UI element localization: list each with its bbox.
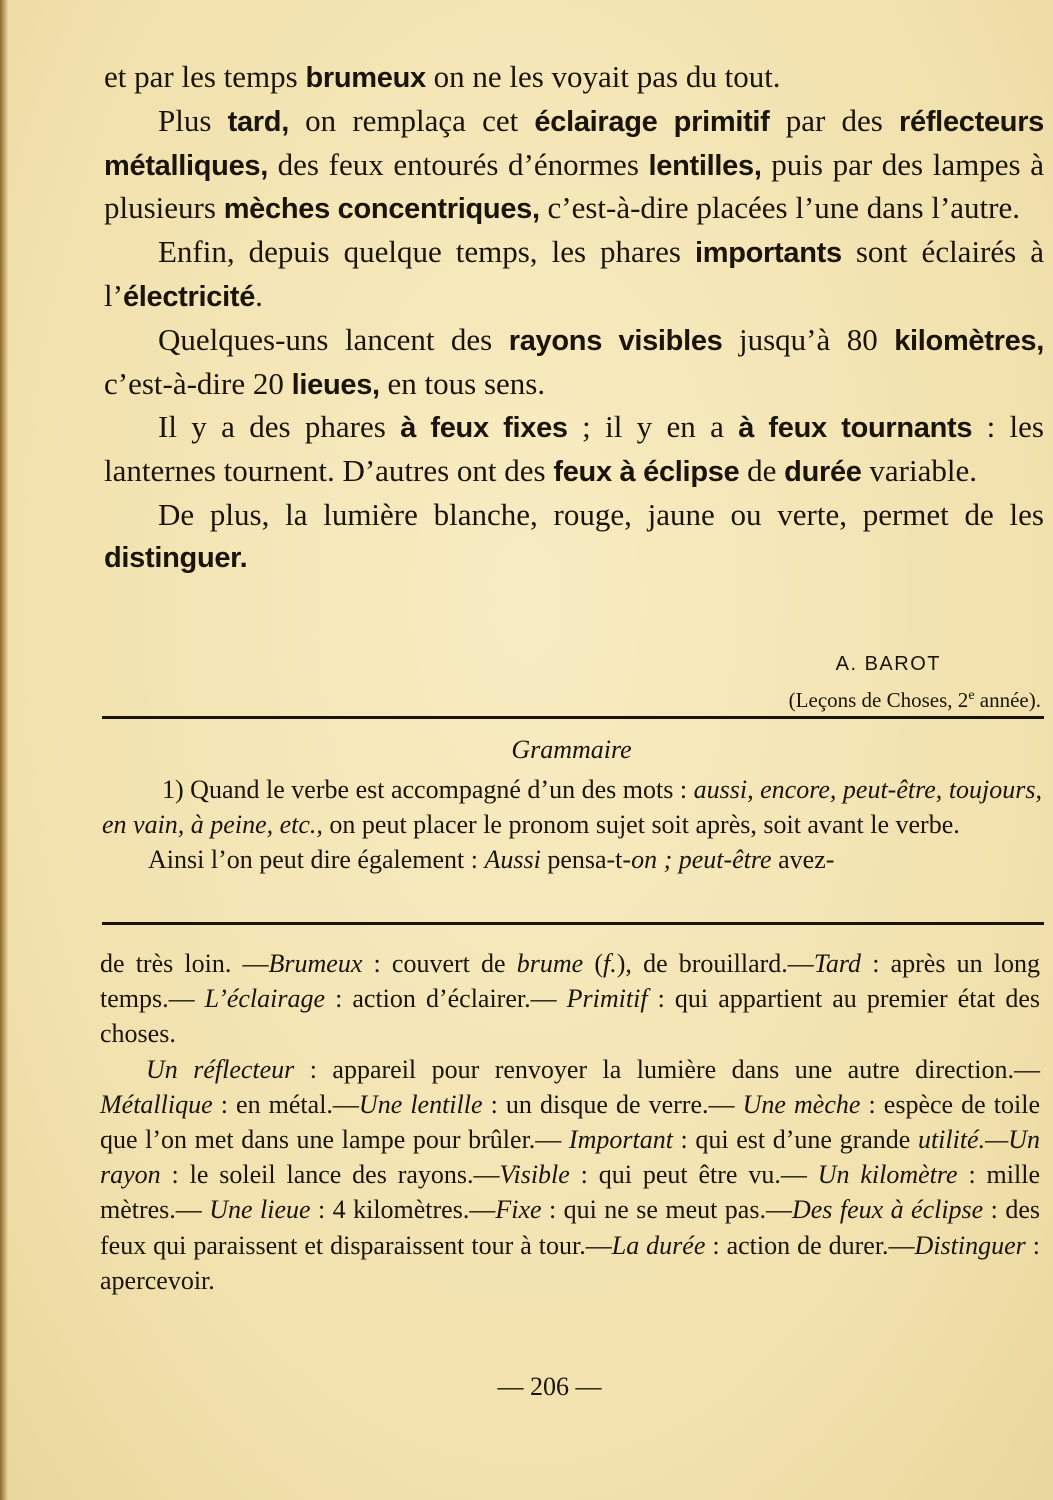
reading-paragraph-2: Plus tard, on remplaça cet éclairage primitif par des réflecteurs métalliques, des feux entourés d’énormes lentilles, puis par des lampes à plusieurs mèches concentriques, c’est-à-dire placées l’une dans l’autre.: [104, 102, 1045, 226]
book-title: (Leçons de Choses, 2e année).: [788, 688, 1041, 712]
source-citation: [789, 648, 1041, 716]
author-name: A. BAROT: [835, 653, 941, 675]
reading-text: [104, 56, 1044, 580]
reading-paragraph-5: Il y a des phares à feux fixes ; il y en a à feux tournants : les lanternes tournent. D’autres ont des feux à éclipse de durée variable.: [104, 409, 1044, 489]
divider-top: [102, 716, 1044, 719]
page-number: — 206 —: [497, 1372, 602, 1401]
vocabulary-paragraph-2: Un réflecteur : appareil pour renvoyer la lumière dans une autre direction.—Métallique : en métal.—Une lentille : un disque de verre.— Une mèche : espèce de toile que l’on met dans une lampe pour brûler.— Important : qui est d’une grande utilité.—Un rayon : le soleil lance des rayons.—Visible : qui peut être vu.— Un kilomètre : mille mètres.— Une lieue : 4 kilomètres.—Fixe : qui ne se meut pas.—Des feux à éclipse : des feux qui paraissent et disparaissent tour à tour.—La durée : action de durer.—Distinguer : apercevoir.: [100, 1054, 1041, 1295]
reading-paragraph-6: De plus, la lumière blanche, rouge, jaune ou verte, permet de les distinguer.: [104, 496, 1044, 574]
grammar-title: Grammaire: [511, 735, 632, 764]
vocabulary-paragraph-1: de très loin. —Brumeux : couvert de brume (f.), de brouillard.—Tard : après un long temps.— L’éclairage : action d’éclairer.— Primitif : qui appartient au premier état des choses.: [100, 949, 1040, 1049]
grammar-rule-2: Ainsi l’on peut dire également : Aussi pensa-t-on ; peut-être avez-: [148, 845, 835, 874]
divider-bottom: [102, 922, 1044, 925]
reading-paragraph-1: et par les temps brumeux on ne les voyait pas du tout.: [104, 59, 781, 94]
reading-paragraph-4: Quelques-uns lancent des rayons visibles jusqu’à 80 kilomètres, c’est-à-dire 20 lieues, en tous sens.: [104, 321, 1045, 401]
reading-paragraph-3: Enfin, depuis quelque temps, les phares importants sont éclairés à l’électricité.: [104, 234, 1044, 313]
grammar-section: [102, 772, 1042, 877]
grammar-rule-1: 1) Quand le verbe est accompagné d’un des mots : aussi, encore, peut-être, toujours, en vain, à peine, etc., on peut placer le pronom sujet soit après, soit avant le verbe.: [102, 775, 1043, 839]
vocabulary-section: [100, 946, 1040, 1298]
